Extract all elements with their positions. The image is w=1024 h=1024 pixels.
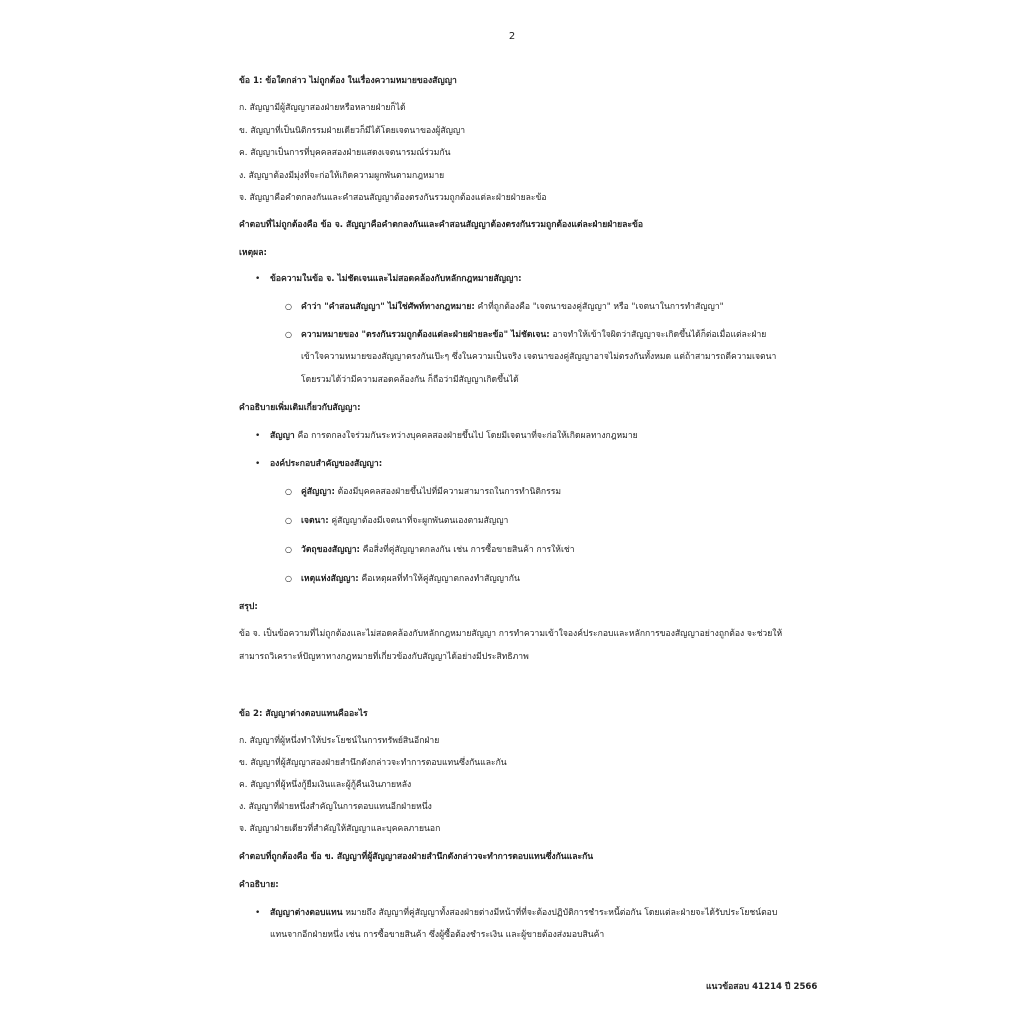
- q2-bullet-text: หมายถึง สัญญาที่คู่สัญญาทั้งสองฝ่ายต่างมีหน้าที่ที่จะต้องปฏิบัติการชำระหนี้ต่อกัน โดยแต่ละฝ่ายจะได้รับประโยชน์ตอบ: [342, 908, 778, 918]
- q1-sub2-line2: เข้าใจความหมายของสัญญาตรงกันเป๊ะๆ ซึ่งในความเป็นจริง เจตนาของคู่สัญญาอาจไม่ตรงกันทั้งหมด แต่ถ้าสามารถตีความเจตนา: [301, 352, 777, 362]
- q2-option-a: ก. สัญญาที่ผู้หนึ่งทำให้ประโยชน์ในการทรัพย์สินอีกฝ่าย: [239, 736, 440, 746]
- element-bold: เจตนา:: [301, 516, 329, 526]
- q2-option-b: ข. สัญญาที่ผู้สัญญาสองฝ่ายสำนึกดังกล่าวจะทำการตอบแทนซึ่งกันและกัน: [239, 758, 507, 768]
- element-item: [301, 486, 561, 498]
- q1-extra-b1-text: คือ การตกลงใจร่วมกันระหว่างบุคคลสองฝ่ายขึ้นไป โดยมีเจตนาที่จะก่อให้เกิดผลทางกฎหมาย: [294, 431, 638, 441]
- q1-option-d: ง. สัญญาต้องมีมุ่งที่จะก่อให้เกิดความผูกพันตามกฎหมาย: [239, 171, 445, 181]
- q1-sub1-bold: คำว่า "คำสอนสัญญา" ไม่ใช่ศัพท์ทางกฎหมาย:: [301, 302, 475, 312]
- element-bold: คู่สัญญา:: [301, 487, 335, 497]
- element-text: ต้องมีบุคคลสองฝ่ายขึ้นไปที่มีความสามารถในการทำนิติกรรม: [334, 487, 562, 497]
- q1-extra-b2: องค์ประกอบสำคัญของสัญญา:: [270, 459, 383, 469]
- circle-bullet-icon: ○: [285, 574, 292, 583]
- element-text: คือเหตุผลที่ทำให้คู่สัญญาตกลงทำสัญญากัน: [358, 574, 520, 584]
- q1-summary-line2: สามารถวิเคราะห์ปัญหาทางกฎหมายที่เกี่ยวข้องกับสัญญาได้อย่างมีประสิทธิภาพ: [239, 652, 529, 662]
- q1-sub2: [301, 329, 766, 341]
- circle-bullet-icon: ○: [285, 302, 292, 311]
- q2-explain-label: คำอธิบาย:: [239, 880, 279, 890]
- q2-title: ข้อ 2: สัญญาต่างตอบแทนคืออะไร: [239, 709, 368, 719]
- q1-sub1: [301, 301, 724, 313]
- q1-answer: คำตอบที่ไม่ถูกต้องคือ ข้อ จ. สัญญาคือคำตกลงกันและคำสอนสัญญาต้องตรงกันรวมถูกต้องแต่ละฝ่ายฝ่ายละข้อ: [239, 220, 644, 230]
- footer: แนวข้อสอบ 41214 ปี 2566: [706, 982, 818, 992]
- q2-answer: คำตอบที่ถูกต้องคือ ข้อ ข. สัญญาที่ผู้สัญญาสองฝ่ายสำนึกดังกล่าวจะทำการตอบแทนซึ่งกันและกัน: [239, 852, 594, 862]
- q1-sub1-text: คำที่ถูกต้องคือ "เจตนาของคู่สัญญา" หรือ "เจตนาในการทำสัญญา": [474, 302, 724, 312]
- q1-option-a: ก. สัญญามีผู้สัญญาสองฝ่ายหรือหลายฝ่ายก็ได้: [239, 103, 406, 113]
- circle-bullet-icon: ○: [285, 330, 292, 339]
- q1-reason-bullet: ข้อความในข้อ จ. ไม่ชัดเจนและไม่สอดคล้องกับหลักกฎหมายสัญญา:: [270, 274, 522, 284]
- q2-bullet-bold: สัญญาต่างตอบแทน: [270, 908, 343, 918]
- q1-sub2-bold: ความหมายของ "ตรงกันรวมถูกต้องแต่ละฝ่ายฝ่ายละข้อ" ไม่ชัดเจน:: [301, 330, 550, 340]
- bullet-icon: •: [255, 431, 261, 441]
- element-item: [301, 515, 508, 527]
- q2-bullet-line2: แทนจากอีกฝ่ายหนึ่ง เช่น การซื้อขายสินค้า ซึ่งผู้ซื้อต้องชำระเงิน และผู้ขายต้องส่งมอบสินค้า: [270, 930, 605, 940]
- q1-extra-b1-bold: สัญญา: [270, 431, 295, 441]
- q1-sub2-line3: โดยรวมได้ว่ามีความสอดคล้องกัน ก็ถือว่ามีสัญญาเกิดขึ้นได้: [301, 375, 519, 385]
- bullet-icon: •: [255, 908, 261, 918]
- q1-option-e: จ. สัญญาคือคำตกลงกันและคำสอนสัญญาต้องตรงกันรวมถูกต้องแต่ละฝ่ายฝ่ายละข้อ: [239, 193, 547, 203]
- q2-bullet: [270, 907, 777, 919]
- element-text: คู่สัญญาต้องมีเจตนาที่จะผูกพันตนเองตามสัญญา: [328, 516, 509, 526]
- element-bold: เหตุแห่งสัญญา:: [301, 574, 359, 584]
- circle-bullet-icon: ○: [285, 545, 292, 554]
- q1-reason-label: เหตุผล:: [239, 248, 267, 258]
- element-item: [301, 544, 575, 556]
- element-item: [301, 573, 520, 585]
- circle-bullet-icon: ○: [285, 487, 292, 496]
- bullet-icon: •: [255, 274, 261, 284]
- q1-option-b: ข. สัญญาที่เป็นนิติกรรมฝ่ายเดียวก็มีได้โดยเจตนาของผู้สัญญา: [239, 126, 466, 136]
- q1-extra-label: คำอธิบายเพิ่มเติมเกี่ยวกับสัญญา:: [239, 403, 361, 413]
- q1-summary-line1: ข้อ จ. เป็นข้อความที่ไม่ถูกต้องและไม่สอดคล้องกับหลักกฎหมายสัญญา การทำความเข้าใจองค์ประกอบและหลักการของสัญญาอย่างถูกต้อง จะช่วยให้: [239, 629, 783, 639]
- q1-summary-label: สรุป:: [239, 602, 258, 612]
- q2-option-e: จ. สัญญาฝ่ายเดียวที่สำคัญให้สัญญาและบุคคลภายนอก: [239, 824, 441, 834]
- bullet-icon: •: [255, 459, 261, 469]
- circle-bullet-icon: ○: [285, 516, 292, 525]
- q1-title: ข้อ 1: ข้อใดกล่าว ไม่ถูกต้อง ในเรื่องความหมายของสัญญา: [239, 76, 457, 86]
- q1-extra-b1: [270, 430, 638, 442]
- element-bold: วัตถุของสัญญา:: [301, 545, 360, 555]
- element-text: คือสิ่งที่คู่สัญญาตกลงกัน เช่น การซื้อขายสินค้า การให้เช่า: [360, 545, 575, 555]
- q2-option-d: ง. สัญญาที่ฝ่ายหนึ่งสำคัญในการตอบแทนอีกฝ่ายหนึ่ง: [239, 802, 432, 812]
- q1-option-c: ค. สัญญาเป็นการที่บุคคลสองฝ่ายแสดงเจตนารมณ์ร่วมกัน: [239, 148, 451, 158]
- page-number: 2: [508, 31, 516, 42]
- q1-sub2-text: อาจทำให้เข้าใจผิดว่าสัญญาจะเกิดขึ้นได้ก็ต่อเมื่อแต่ละฝ่าย: [549, 330, 767, 340]
- q2-option-c: ค. สัญญาที่ผู้หนึ่งกู้ยืมเงินและผู้กู้คืนเงินภายหลัง: [239, 780, 412, 790]
